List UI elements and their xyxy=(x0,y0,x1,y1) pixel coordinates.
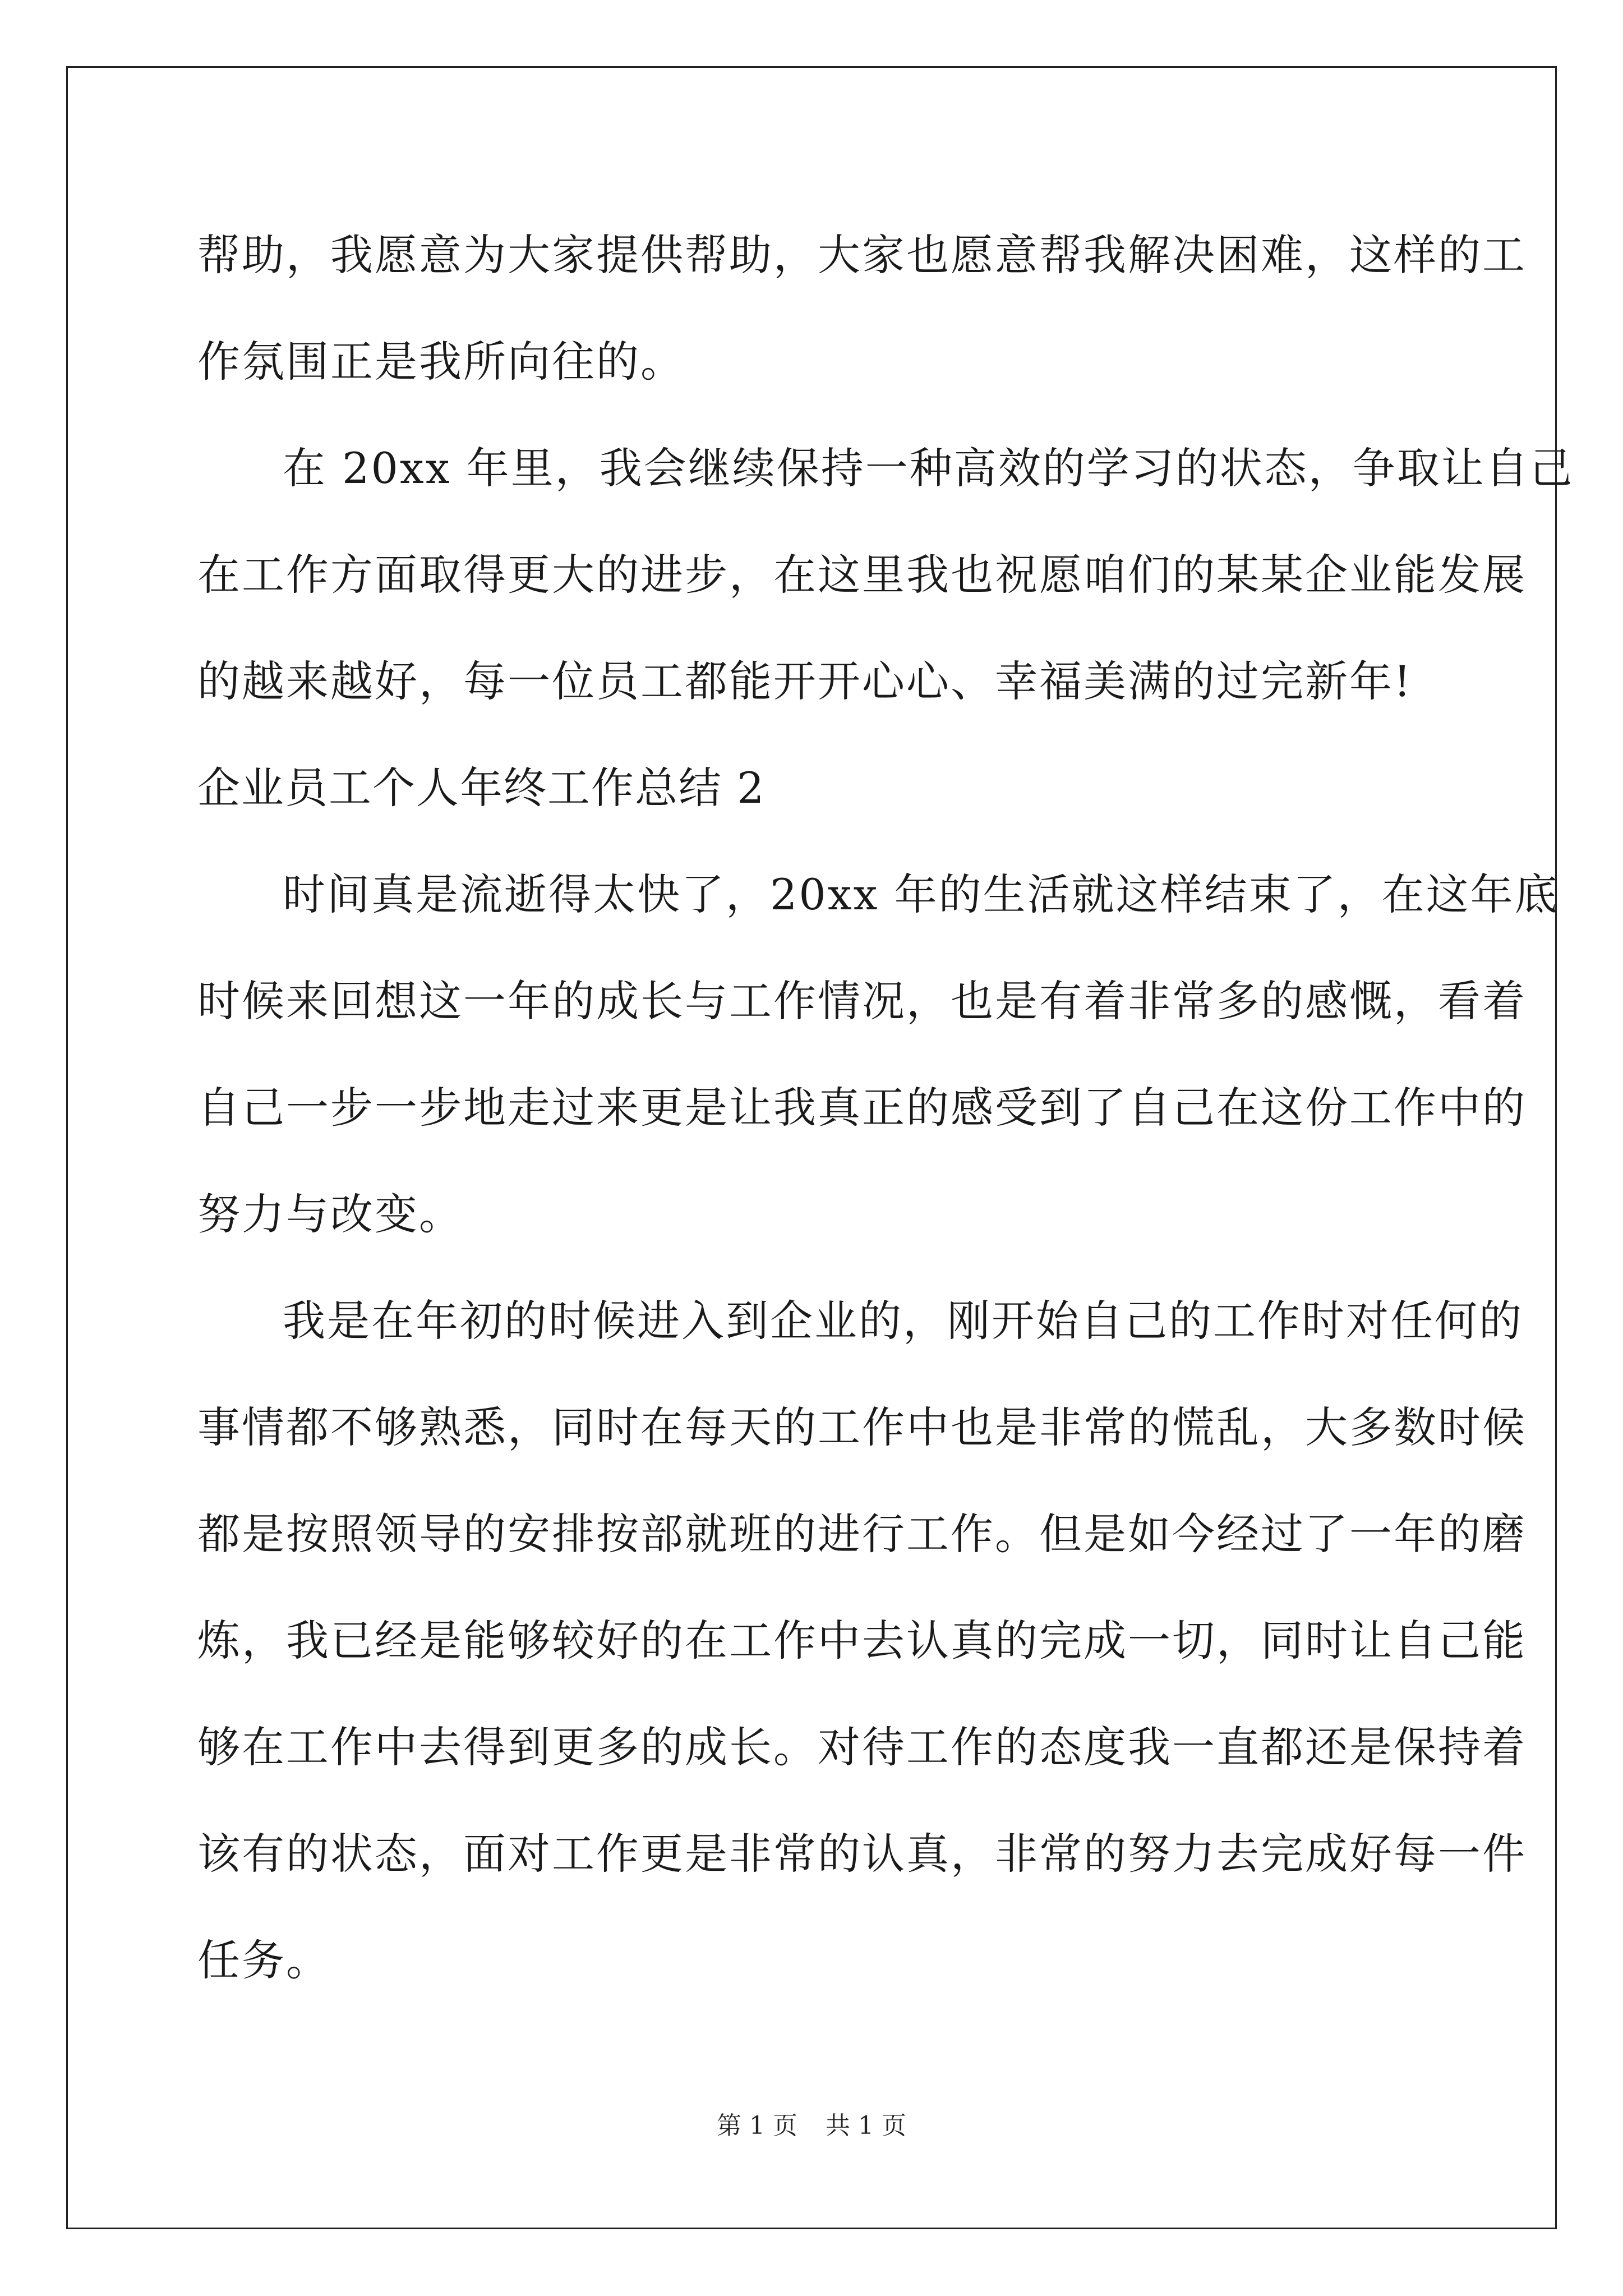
paragraph-start-line: 在 20xx 年里，我会继续保持一种高效的学习的状态，争取让自己 xyxy=(283,443,1574,493)
paragraph-start-line: 我是在年初的时候进入到企业的，刚开始自己的工作时对任何的 xyxy=(283,1296,1523,1346)
text-line: 自己一步一步地走过来更是让我真正的感受到了自己在这份工作中的 xyxy=(197,1083,1527,1133)
text-line: 作氛围正是我所向往的。 xyxy=(197,337,685,386)
text-line: 的越来越好，每一位员工都能开开心心、幸福美满的过完新年! xyxy=(197,656,1413,706)
text-line: 任务。 xyxy=(197,1935,330,1985)
text-line: 事情都不够熟悉，同时在每天的工作中也是非常的慌乱，大多数时候 xyxy=(197,1402,1527,1452)
text-line: 该有的状态，面对工作更是非常的认真，非常的努力去完成好每一件 xyxy=(197,1829,1527,1879)
text-line: 在工作方面取得更大的进步，在这里我也祝愿咱们的某某企业能发展 xyxy=(197,550,1527,600)
text-line: 都是按照领导的安排按部就班的进行工作。但是如今经过了一年的磨 xyxy=(197,1509,1527,1559)
text-line: 努力与改变。 xyxy=(197,1189,463,1239)
page-footer xyxy=(0,2109,1623,2143)
text-line: 够在工作中去得到更多的成长。对待工作的态度我一直都还是保持着 xyxy=(197,1722,1527,1772)
text-line: 炼，我已经是能够较好的在工作中去认真的完成一切，同时让自己能 xyxy=(197,1616,1527,1665)
page-number: 第 1 页 xyxy=(717,2111,797,2140)
total-pages: 共 1 页 xyxy=(826,2111,906,2140)
text-line: 帮助，我愿意为大家提供帮助，大家也愿意帮我解决困难，这样的工 xyxy=(197,230,1527,280)
document-body xyxy=(197,202,1574,2014)
section-heading: 企业员工个人年终工作总结 2 xyxy=(197,763,766,813)
text-line: 时候来回想这一年的成长与工作情况，也是有着非常多的感慨，看着 xyxy=(197,976,1527,1026)
paragraph-start-line: 时间真是流逝得太快了，20xx 年的生活就这样结束了，在这年底 xyxy=(283,869,1559,919)
